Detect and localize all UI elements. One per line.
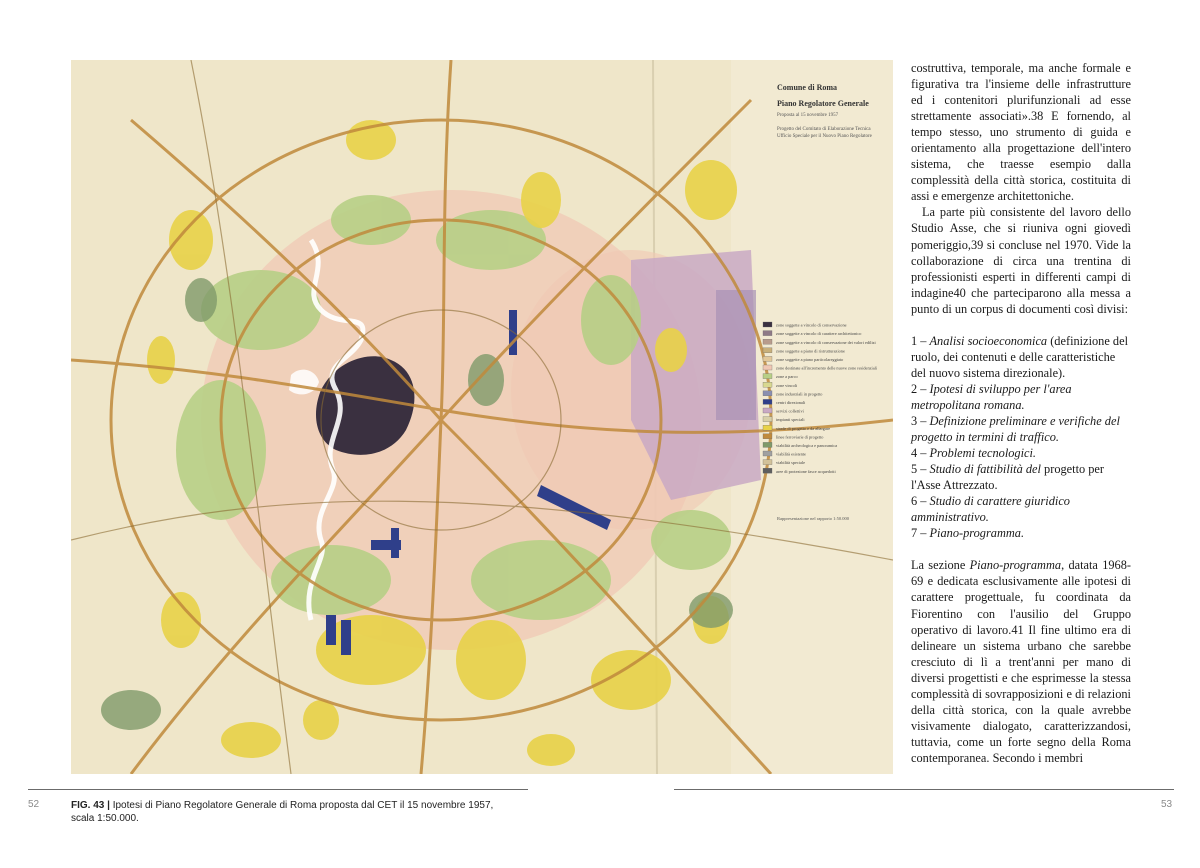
page-number-left: 52 (28, 799, 40, 810)
document-list (911, 333, 1131, 542)
legend-swatch (763, 374, 772, 379)
figure-caption (71, 799, 511, 825)
legend-swatch (763, 425, 772, 430)
legend-swatch (763, 434, 772, 439)
footer-rule-left (28, 789, 528, 790)
legend-label: zone vincoli (776, 382, 798, 388)
legend-swatch (763, 331, 772, 336)
legend-swatch (763, 348, 772, 353)
legend-swatch (763, 451, 772, 456)
list-item: 3 – Definizione preliminare e verifiche del progetto in termini di traffico. (911, 413, 1120, 445)
list-item: 5 – Studio di fattibilità del progetto per l'Asse Attrezzato. (911, 462, 1105, 493)
legend-label: zone a parco (776, 374, 798, 380)
legend-label: viabilità archeologica e panoramica (776, 443, 838, 448)
legend-swatch (763, 322, 772, 327)
legend-label: linee ferroviarie di progetto (776, 434, 824, 440)
legend-label: aree di protezione fasce acquedotti (776, 468, 836, 474)
legend-swatch (763, 382, 772, 387)
list-item: 7 – Piano-programma. (911, 526, 1025, 541)
legend-swatch (763, 417, 772, 422)
page-number-right: 53 (1161, 799, 1173, 810)
legend-swatch (763, 356, 772, 361)
paragraph-3: La sezione Piano-programma, datata 1968-69 e dedicata esclusivamente alle ipotesi di carattere progettuale, fu coordinata da Fiorentino con l'ausilio del Gruppo operativo di lavoro.41 Il fine ultimo era di delineare un sistema urbano che sarebbe cresciuto di lì a trent'anni per mano di diversi progettisti e che esprimesse la stessa complessità di sovrapposizioni e di relazioni della città storica, con la quale avrebbe visivamente dialogato, caratterizzandosi, tuttavia, come un forte segno della Roma contemporanea. Secondo i membri (911, 558, 1131, 765)
map-note-1: Progetto del Comitato di Elaborazione Tecnica (777, 127, 871, 132)
legend-label: zone soggette a vincolo di carattere architettonico (776, 331, 862, 337)
legend-label: zone soggette a piano particolareggiato (776, 357, 844, 362)
map-subtitle: Piano Regolatore Generale (777, 99, 869, 108)
figure-label: FIG. 43 | (71, 800, 110, 811)
legend-swatch (763, 442, 772, 447)
legend-label: strade di progetto e da allargare (776, 425, 831, 431)
legend-label: viabilità esistente (776, 451, 806, 457)
legend-swatch (763, 391, 772, 396)
map-figure (71, 60, 893, 774)
legend-swatch (763, 365, 772, 370)
paragraph-1: costruttiva, temporale, ma anche formale e figurativa tra l'insieme delle infrastrutture ed i contenitori plurifunzionali ad esse strettamente associati».38 E fornendo, al tempo stesso, uno strumento di guida e orientamento alla progettazione dell'intero sistema, che traesse esempio dalla complessità della città storica, costituita di assi e emergenze architettoniche. (911, 61, 1131, 204)
legend-label: zone soggette a piano di ristrutturazione (776, 348, 845, 354)
legend-label: zone soggette a vincolo di conservazione (776, 322, 847, 328)
map-drawing (71, 60, 893, 774)
list-item: 1 – Analisi socioeconomica (definizione del ruolo, dei contenuti e delle caratteristiche del nuovo sistema direzionale). (911, 333, 1128, 380)
legend-swatch (763, 408, 772, 413)
list-item: 4 – Problemi tecnologici. (911, 446, 1037, 461)
legend-swatch (763, 468, 772, 473)
paragraph-2: La parte più consistente del lavoro dello Studio Asse, che si riuniva ogni giovedì pomeriggio,39 si concluse nel 1970. Vide la collaborazione di circa una trentina di professionisti esperti in differenti campi di indagine40 che parteciparono alla messa a punto di un corpus di documenti così divisi: (911, 205, 1131, 316)
legend-swatch (763, 399, 772, 404)
caption-text: Ipotesi di Piano Regolatore Generale di Roma proposta dal CET il 15 novembre 1957, scala 1:50.000. (71, 800, 494, 824)
legend-label: centri direzionali (776, 400, 806, 405)
map-note-2: Ufficio Speciale per il Nuovo Piano Regolatore (777, 134, 872, 139)
body-text-column (911, 60, 1131, 766)
list-item: 2 – Ipotesi di sviluppo per l'area metropolitana romana. (911, 381, 1072, 412)
footer-rule-right (674, 789, 1174, 790)
map-date-line: Proposta al 15 novembre 1957 (777, 113, 839, 118)
list-item: 6 – Studio di carattere giuridico amministrativo. (911, 494, 1070, 525)
legend-swatch (763, 339, 772, 344)
legend-swatch (763, 460, 772, 465)
legend-label: viabilità speciale (776, 460, 805, 466)
legend-label: zone industriali in progetto (776, 391, 823, 397)
map-title: Comune di Roma (777, 83, 838, 92)
legend-label: servizi collettivi (776, 408, 804, 414)
legend-label: zone destinate all'incremento delle nuove zone residenziali (776, 365, 877, 371)
map-scale-note: Rappresentazione nel rapporto 1:50.000 (777, 516, 849, 521)
legend-label: zone soggette a vincolo di conservazione dei valori edilizi (776, 339, 876, 345)
legend-label: impianti speciali (776, 417, 805, 423)
